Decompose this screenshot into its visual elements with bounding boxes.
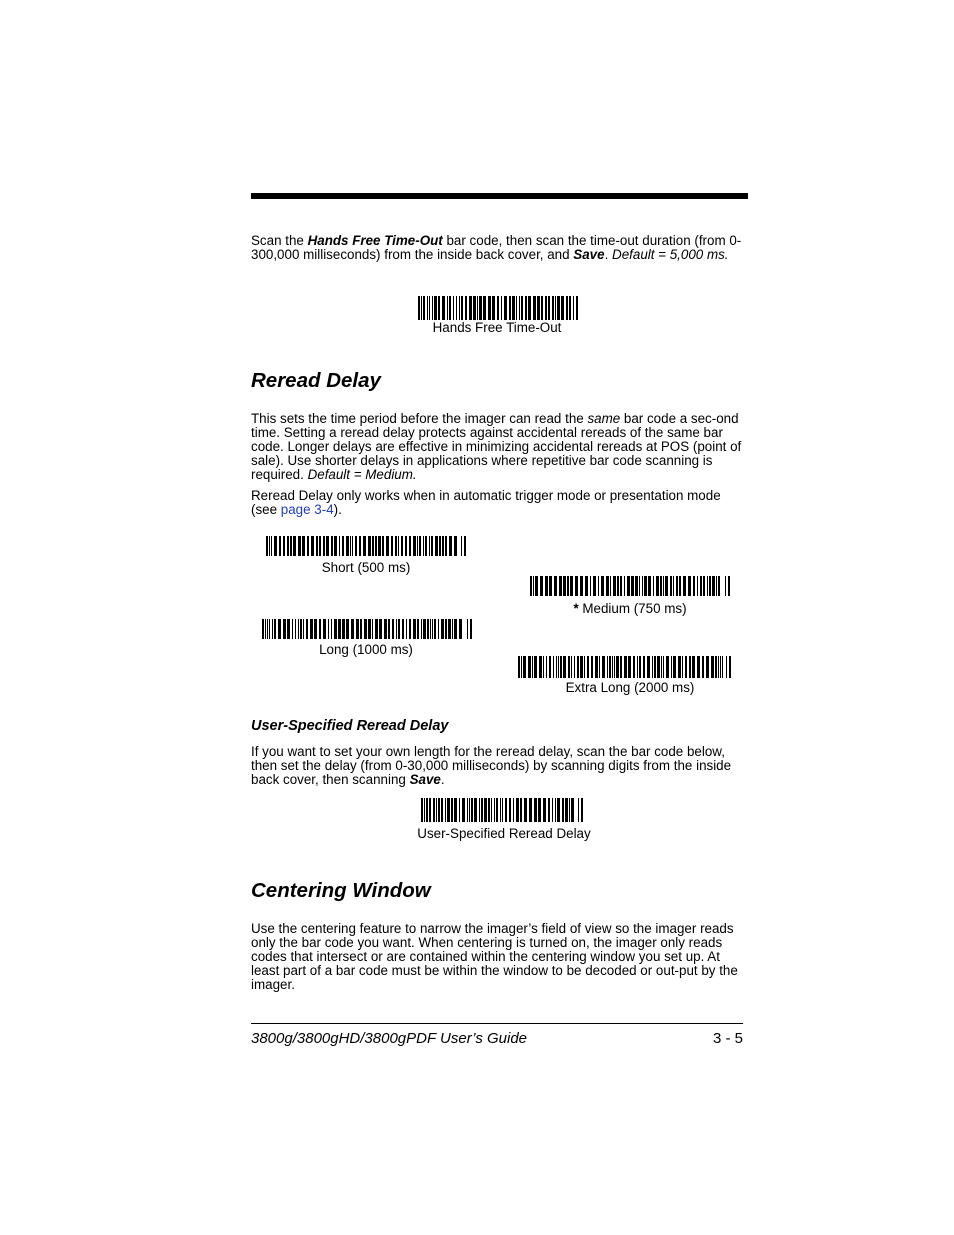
centering-paragraph: Use the centering feature to narrow the imager’s field of view so the imager reads only the bar code you want. When centering is turned on, the imager only reads codes that intersect or are contained within the centering window you set up. At least part of a bar code must be within the window to be decoded or out-put by the imager. bbox=[251, 921, 738, 992]
medium-barcode-label: * Medium (750 ms) bbox=[573, 601, 687, 616]
long-barcode-label: Long (1000 ms) bbox=[319, 642, 413, 657]
footer-rule bbox=[251, 1023, 743, 1024]
default-marker: * bbox=[573, 601, 579, 616]
user-specified-heading: User-Specified Reread Delay bbox=[251, 718, 449, 734]
top-rule bbox=[251, 193, 748, 199]
hands-free-barcode bbox=[418, 296, 578, 320]
page-link[interactable]: page 3-4 bbox=[280, 502, 334, 517]
short-barcode bbox=[266, 536, 466, 556]
medium-barcode bbox=[530, 576, 730, 596]
reread-paragraph-2: Reread Delay only works when in automatic trigger mode or presentation mode (see page 3-4). bbox=[251, 488, 721, 517]
reread-paragraph-1: This sets the time period before the imager can read the same bar code a sec-ond time. Setting a reread delay protects against accidental rereads of the same bar code. Longer delays are effective in minimizing accidental rereads at POS (point of sale). Use shorter delays in applications where repetitive bar code scanning is required. Default = Medium. bbox=[251, 411, 742, 482]
extra-long-barcode bbox=[518, 656, 731, 678]
extra-long-barcode-label: Extra Long (2000 ms) bbox=[565, 680, 695, 695]
centering-window-heading: Centering Window bbox=[251, 879, 431, 902]
page-number: 3 - 5 bbox=[712, 1030, 743, 1047]
user-specified-paragraph: If you want to set your own length for the reread delay, scan the bar code below, then set the delay (from 0-30,000 milliseconds) by scanning digits from the inside back cover, then scanning Save. bbox=[251, 744, 732, 787]
intro-paragraph: Scan the Hands Free Time-Out bar code, then scan the time-out duration (from 0-300,000 milliseconds) from the inside back cover, and Save. Default = 5,000 ms. bbox=[251, 233, 742, 262]
footer-title: 3800g/3800gHD/3800gPDF User’s Guide bbox=[251, 1030, 528, 1047]
user-specified-barcode-label: User-Specified Reread Delay bbox=[417, 826, 591, 841]
user-specified-barcode bbox=[421, 798, 583, 822]
short-barcode-label: Short (500 ms) bbox=[321, 560, 411, 575]
reread-delay-heading: Reread Delay bbox=[251, 369, 381, 392]
long-barcode bbox=[262, 619, 472, 639]
hands-free-barcode-label: Hands Free Time-Out bbox=[432, 320, 562, 335]
